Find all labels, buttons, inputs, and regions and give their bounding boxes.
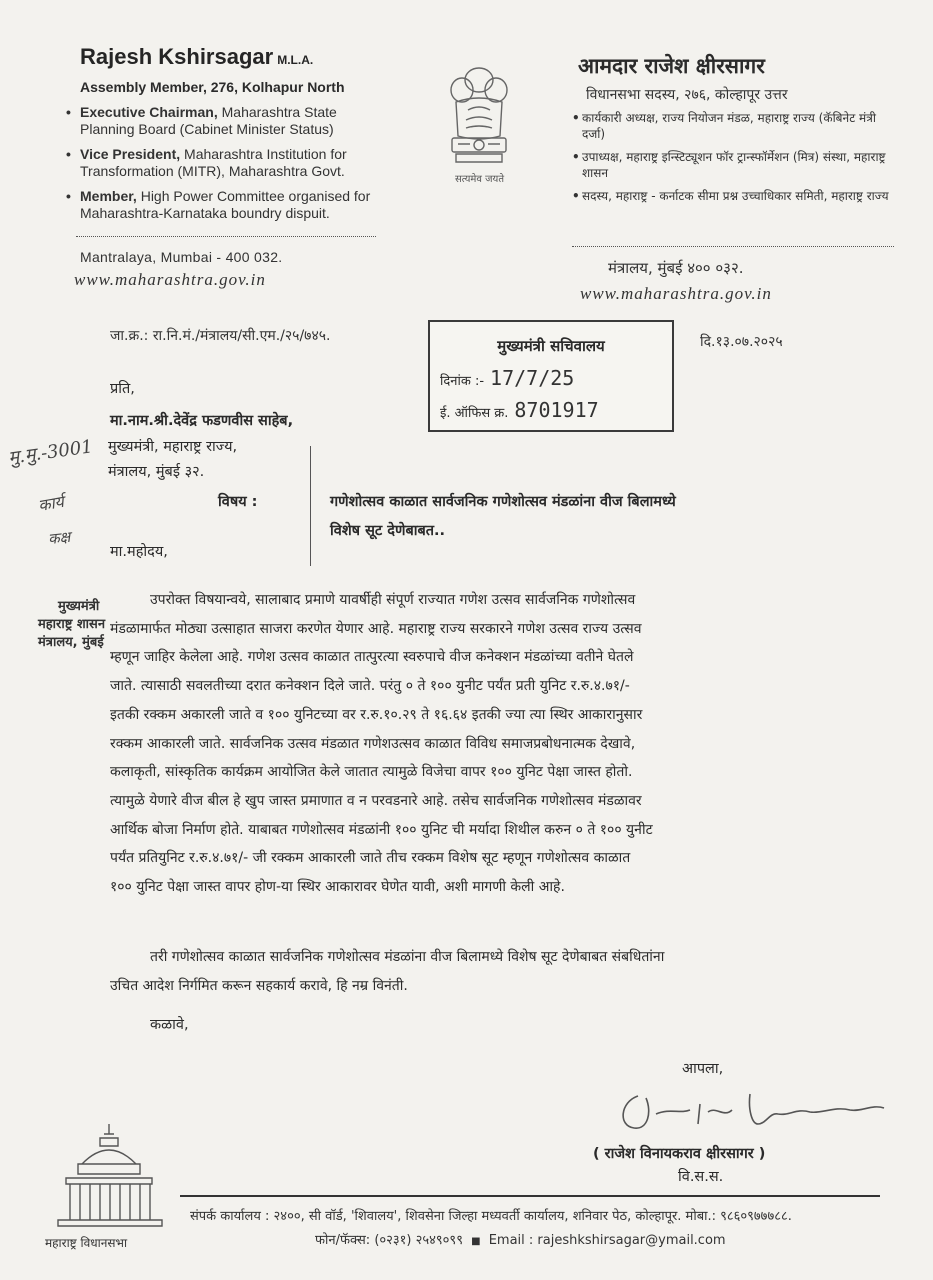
body-line: १०० युनिट पेक्षा जास्त वापर होण-या स्थिर आकारावर घेणेत यावी, अशी मागणी केली आहे.	[110, 879, 565, 896]
mla-suffix: M.L.A.	[277, 53, 314, 67]
closing-paragraph	[110, 943, 840, 1000]
footer-rule	[180, 1195, 880, 1197]
footer-contact-office: संपर्क कार्यालय : २४००, सी वॉर्ड, 'शिवालय', शिवसेना जिल्हा मध्यवर्ती कार्यालय, शनिवार पेठ, कोल्हापूर. मोबा.: ९८६०९७७७८८.	[190, 1209, 792, 1224]
side-stamp-line: महाराष्ट्र शासन	[38, 617, 106, 632]
stamp-office-value: 8701917	[514, 398, 599, 422]
stamp-office-label: ई. ऑफिस क्र.	[440, 406, 509, 421]
signature-icon	[600, 1084, 890, 1136]
side-stamp-line: मुख्यमंत्री	[58, 599, 100, 614]
vidhan-bhavan-icon	[52, 1120, 167, 1230]
body-paragraph	[110, 586, 840, 902]
footer-email: Email : rajeshkshirsagar@ymail.com	[488, 1233, 726, 1248]
marathi-role-item: • उपाध्यक्ष, महाराष्ट्र इन्स्टिट्यूशन फॉर ट्रान्स्फॉर्मेशन (मित्र) संस्था, महाराष्ट्र शासन	[572, 149, 902, 181]
kalave-text: कळावे,	[150, 1017, 189, 1033]
cm-secretariat-stamp	[428, 320, 674, 432]
body-line: मंडळामार्फत मोठ्या उत्साहात साजरा करणेत येणार आहे. महाराष्ट्र राज्य सरकारने गणेश उत्सव राज्य उत्सव	[110, 620, 642, 637]
handwritten-note: कक्ष	[47, 527, 72, 549]
aapla-text: आपला,	[682, 1061, 724, 1077]
signatory-name: ( राजेश विनायकराव क्षीरसागर )	[593, 1146, 766, 1162]
role-desc: Maharashtra Institution for Transformation (MITR), Maharashtra Govt.	[80, 146, 347, 179]
body-line: उपरोक्त विषयान्वये, सालाबाद प्रमाणे यावर्षीही संपूर्ण राज्यात गणेश उत्सव सार्वजनिक गणेशोत्सव	[150, 592, 636, 608]
closing-line: तरी गणेशोत्सव काळात सार्वजनिक गणेशोत्सव मंडळांना वीज बिलामध्ये विशेष सूट देणेबाबत संबधितांना	[150, 949, 665, 965]
body-line: कलाकृती, सांस्कृतिक कार्यक्रम आयोजित केले जातात त्यामुळे विजेचा वापर १०० युनिट पेक्षा जास्त होतो.	[110, 764, 633, 781]
recipient-designation: मुख्यमंत्री, महाराष्ट्र राज्य,	[108, 439, 238, 455]
stamp-office-line	[440, 398, 599, 422]
body-line: त्यामुळे येणारे वीज बील हे खुप जास्त प्रमाणात व न परवडनारे आहे. तसेच सार्वजनिक गणेशोत्सव मंडळावर	[110, 792, 642, 809]
marathi-role-item: • कार्यकारी अध्यक्ष, राज्य नियोजन मंडळ, महाराष्ट्र राज्य (कॅबिनेट मंत्री दर्जा)	[572, 110, 902, 142]
english-roles-list	[66, 104, 386, 230]
english-name-heading	[80, 44, 313, 70]
stamp-date-line	[440, 366, 574, 390]
margin-line	[310, 446, 311, 566]
english-role-item	[66, 188, 386, 222]
marathi-role-item: • सदस्य, महाराष्ट्र - कर्नाटक सीमा प्रश्न उच्चाधिकार समिती, महाराष्ट्र राज्य	[572, 188, 902, 204]
reference-number: जा.क्र.: रा.नि.मं./मंत्रालय/सी.एम./२५/७४५.	[110, 328, 331, 344]
english-name: Rajesh Kshirsagar	[80, 44, 274, 69]
signatory-title: वि.स.स.	[678, 1169, 724, 1185]
recipient-name: मा.नाम.श्री.देवेंद्र फडणवीस साहेब,	[110, 413, 294, 429]
role-title: Vice President,	[80, 146, 181, 162]
footer-phone-email	[315, 1230, 726, 1248]
emblem-caption: सत्यमेव जयते	[454, 174, 505, 185]
marathi-constituency: विधानसभा सदस्य, २७६, कोल्हापूर उत्तर	[586, 87, 788, 103]
body-line: जाते. त्यासाठी सवलतीच्या दरात कनेक्शन दिले जाते. परंतु ० ते १०० युनीट पर्यंत प्रती युनिट र.रु.४.७१/-	[110, 678, 630, 695]
stamp-date-label: दिनांक :-	[440, 374, 485, 389]
body-line: म्हणून जाहिर केलेला आहे. गणेश उत्सव काळात तात्पुरत्या स्वरुपाचे वीज कनेक्शन मंडळांच्या वतीने घेतले	[110, 649, 634, 666]
body-line: रक्कम आकारली जाते. सार्वजनिक उत्सव मंडळात गणेशउत्सव काळात विविध समाजप्रबोधनात्मक देखावे,	[110, 735, 636, 752]
closing-line: उचित आदेश निर्गमित करून सहकार्य करावे, हि नम्र विनंती.	[110, 977, 408, 994]
role-desc: Maharashtra State Planning Board (Cabinet Minister Status)	[80, 104, 337, 137]
role-title: Member,	[80, 188, 137, 204]
handwritten-note: मु.मु.-3001	[7, 436, 94, 469]
prati-label: प्रति,	[110, 381, 135, 397]
stamp-title: मुख्यमंत्री सचिवालय	[497, 337, 605, 355]
body-line: आर्थिक बोजा निर्माण होते. याबाबत गणेशोत्सव मंडळांनी १०० युनिट ची मर्यादा शिथील करुन ० ते १०० युनीट	[110, 821, 653, 838]
stamp-date-value: 17/7/25	[490, 366, 575, 390]
subject-line-2: विशेष सूट देणेबाबत..	[330, 523, 446, 539]
role-title: Executive Chairman,	[80, 104, 218, 120]
marathi-address: मंत्रालय, मुंबई ४०० ०३२.	[608, 259, 744, 277]
salutation: मा.महोदय,	[110, 544, 168, 560]
marathi-roles-list	[572, 110, 902, 211]
separator-square-icon: ■	[471, 1236, 481, 1247]
role-desc: High Power Committee organised for Maharashtra-Karnataka boundry dispuit.	[80, 188, 371, 221]
body-line: पर्यंत प्रतियुनिट र.रु.४.७१/- जी रक्कम आकारली जाते तीच रक्कम विशेष सूट म्हणून गणेशोत्सव काळात	[110, 850, 631, 867]
english-constituency: Assembly Member, 276, Kolhapur North	[80, 79, 345, 95]
english-divider	[76, 236, 376, 237]
letter-date: दि.१३.०७.२०२५	[700, 334, 783, 350]
english-website: www.maharashtra.gov.in	[74, 270, 266, 289]
handwritten-note: कार्य	[36, 491, 66, 516]
body-line: इतकी रक्कम अकारली जाते व १०० युनिटच्या वर र.रु.१०.२९ ते १६.६४ इतकी ज्या त्या स्थिर आकारानुसार	[110, 706, 643, 723]
assembly-caption: महाराष्ट्र विधानसभा	[45, 1236, 128, 1250]
footer-phone: फोन/फॅक्स: (०२३१) २५४९०९९	[315, 1233, 463, 1248]
english-role-item	[66, 104, 386, 138]
recipient-address: मंत्रालय, मुंबई ३२.	[108, 464, 205, 480]
cm-side-stamp	[38, 598, 105, 652]
subject-line-1: गणेशोत्सव काळात सार्वजनिक गणेशोत्सव मंडळांना वीज बिलामध्ये	[330, 494, 676, 510]
side-stamp-line: मंत्रालय, मुंबई	[38, 635, 104, 650]
marathi-name-heading: आमदार राजेश क्षीरसागर	[578, 54, 765, 78]
english-address: Mantralaya, Mumbai - 400 032.	[80, 249, 283, 265]
marathi-website: www.maharashtra.gov.in	[580, 284, 772, 303]
subject-label: विषय :	[218, 494, 258, 510]
marathi-divider	[572, 246, 894, 247]
english-role-item	[66, 146, 386, 180]
